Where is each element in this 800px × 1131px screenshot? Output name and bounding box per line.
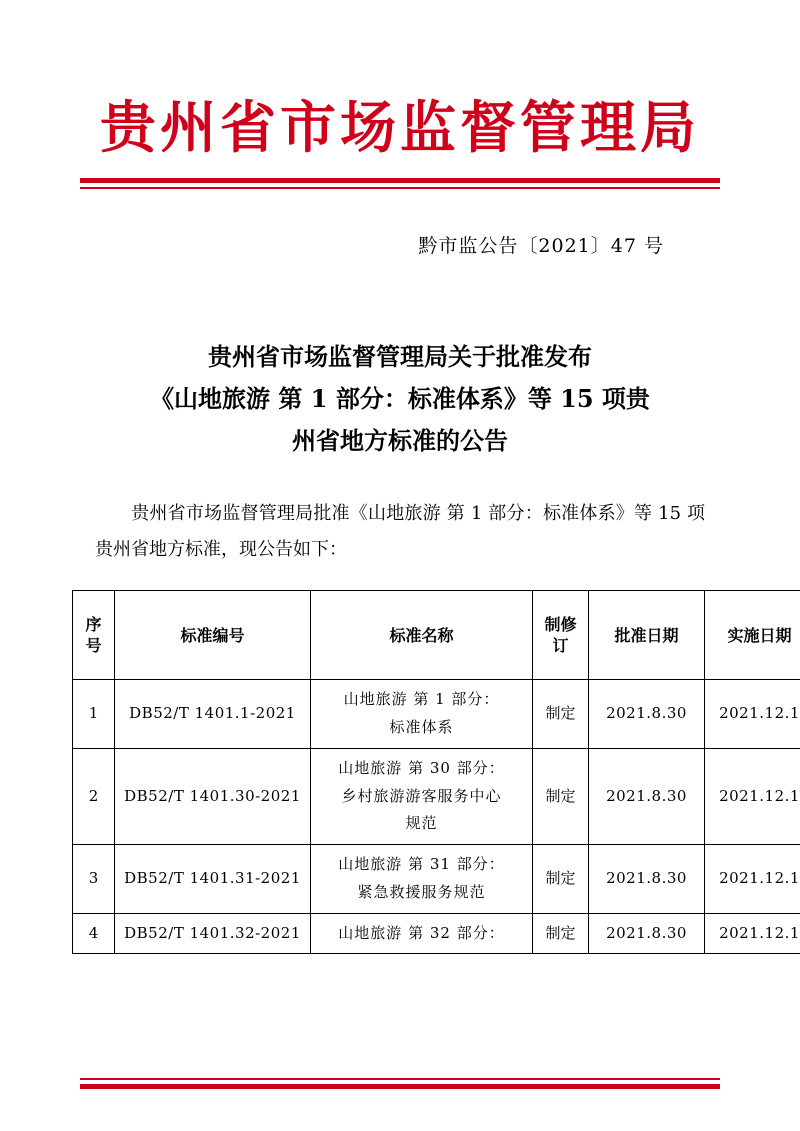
standards-table-container [40,590,800,954]
masthead [40,0,760,189]
cell-seq: 3 [73,845,115,914]
paragraph-text: 贵州省市场监督管理局批准《山地旅游 第 1 部分：标准体系》等 15 项贵州省地方标准，现公告如下： [95,503,705,561]
cell-code: DB52/T 1401.31-2021 [115,845,311,914]
cell-name [311,845,533,914]
cell-name-line-1: 山地旅游 第 1 部分： [343,690,500,709]
issuing-authority-title: 贵州省市场监督管理局 [100,95,700,161]
footer-rule-thin [80,1078,720,1080]
column-header-type-line-1: 制修 [544,614,577,634]
announcement-paragraph [40,496,760,568]
cell-name-line-2: 紧急救援服务规范 [357,882,486,901]
table-body [73,680,800,954]
document-number: 黔市监公告〔2021〕47 号 [418,235,664,258]
cell-name-line-1: 山地旅游 第 31 部分： [338,855,505,874]
footer-rule-thick [80,1084,720,1089]
cell-approval-date: 2021.8.30 [589,845,705,914]
cell-approval-date: 2021.8.30 [589,913,705,954]
cell-implementation-date: 2021.12.1 [705,680,800,749]
page-title [40,336,760,462]
cell-name [311,680,533,749]
table-row [73,913,800,954]
column-header-seq-line-2: 号 [85,636,102,656]
cell-seq: 4 [73,913,115,954]
footer-rules [0,1078,800,1089]
column-header-type [533,591,589,680]
masthead-rule-thick [80,178,720,183]
page-title-line-1: 贵州省市场监督管理局关于批准发布 [208,342,592,372]
column-header-seq-line-1: 序 [85,614,102,634]
standards-table [72,590,800,954]
cell-code: DB52/T 1401.32-2021 [115,913,311,954]
cell-code: DB52/T 1401.1-2021 [115,680,311,749]
cell-name-line-1: 山地旅游 第 30 部分： [338,758,505,777]
cell-implementation-date: 2021.12.1 [705,913,800,954]
cell-code: DB52/T 1401.30-2021 [115,748,311,844]
table-header [73,591,800,680]
cell-approval-date: 2021.8.30 [589,748,705,844]
cell-implementation-date: 2021.12.1 [705,748,800,844]
cell-name-line-2: 乡村旅游游客服务中心 [341,786,502,805]
masthead-rule-thin [80,187,720,189]
cell-name-line-2: 标准体系 [389,718,454,737]
cell-name [311,748,533,844]
page-title-line-2: 《山地旅游 第 1 部分：标准体系》等 15 项贵 [150,384,650,414]
column-header-approval-date: 批准日期 [589,591,705,680]
cell-seq: 2 [73,748,115,844]
cell-type: 制定 [533,913,589,954]
table-header-row [73,591,800,680]
page-title-line-3: 州省地方标准的公告 [292,426,508,456]
cell-type: 制定 [533,748,589,844]
cell-approval-date: 2021.8.30 [589,680,705,749]
cell-implementation-date: 2021.12.1 [705,845,800,914]
table-row [73,845,800,914]
cell-name-line-1: 山地旅游 第 32 部分： [338,923,505,942]
cell-name [311,913,533,954]
cell-name-line-3: 规范 [405,814,438,833]
column-header-implementation-date: 实施日期 [705,591,800,680]
cell-type: 制定 [533,845,589,914]
column-header-code: 标准编号 [115,591,311,680]
column-header-type-line-2: 订 [552,636,569,656]
table-row [73,680,800,749]
column-header-seq [73,591,115,680]
table-row [73,748,800,844]
cell-seq: 1 [73,680,115,749]
column-header-name: 标准名称 [311,591,533,680]
cell-type: 制定 [533,680,589,749]
